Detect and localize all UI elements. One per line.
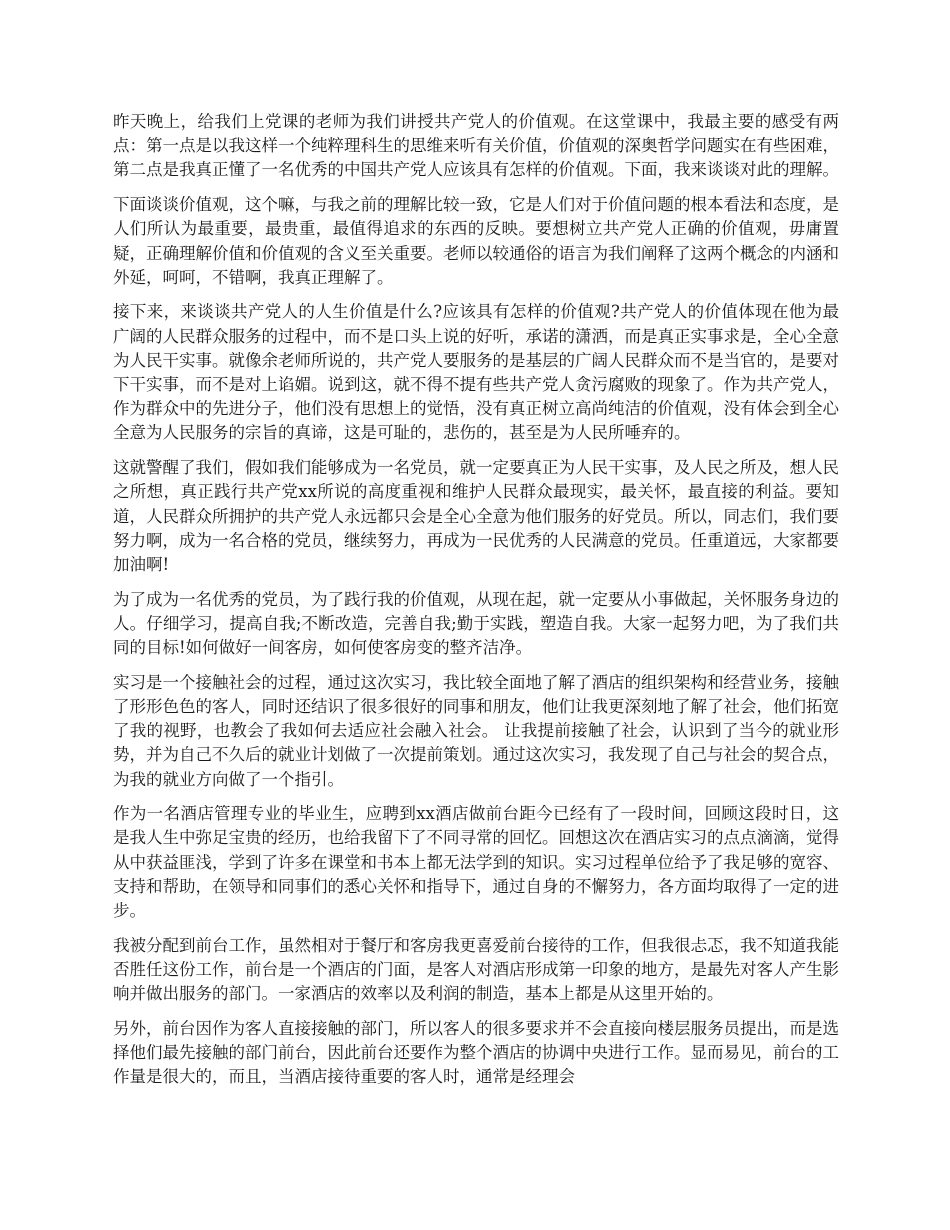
paragraph-3: 接下来，来谈谈共产党人的人生价值是什么?应该具有怎样的价值观?共产党人的价值体现在他为最广阔的人民群众服务的过程中，而不是口头上说的好听，承诺的潇洒，而是真正实事求是，全心全意为人民干实事。就像余老师所说的，共产党人要服务的是基层的广阔人民群众而不是当官的，是要对下干实事，而不是对上谄媚。说到这，就不得不提有些共产党人贪污腐败的现象了。作为共产党人，作为群众中的先进分子，他们没有思想上的觉悟，没有真正树立高尚纯洁的价值观，没有体会到全心全意为人民服务的宗旨的真谛，这是可耻的，悲伤的，甚至是为人民所唾弃的。 [113, 302, 839, 443]
paragraph-4: 这就警醒了我们，假如我们能够成为一名党员，就一定要真正为人民干实事，及人民之所及，想人民之所想，真正践行共产党xx所说的高度重视和维护人民群众最现实，最关怀，最直接的利益。要知道，人民群众所拥护的共产党人永远都只会是全心全意为他们服务的好党员。所以，同志们，我们要努力啊，成为一名合格的党员，继续努力，再成为一民优秀的人民满意的党员。任重道远，大家都要加油啊! [113, 458, 839, 574]
paragraph-7: 作为一名酒店管理专业的毕业生，应聘到xx酒店做前台距今已经有了一段时间，回顾这段时日，这是我人生中弥足宝贵的经历，也给我留下了不同寻常的回忆。回想这次在酒店实习的点点滴滴，觉得从中获益匪浅，学到了许多在课堂和书本上都无法学到的知识。实习过程单位给予了我足够的宽容、支持和帮助，在领导和同事们的悉心关怀和指导下，通过自身的不懈努力，各方面均取得了一定的进步。 [113, 804, 839, 921]
paragraph-1: 昨天晚上，给我们上党课的老师为我们讲授共产党人的价值观。在这堂课中，我最主要的感受有两点：第一点是以我这样一个纯粹理科生的思维来听有关价值，价值观的深奥哲学问题实在有些困难，第二点是我真正懂了一名优秀的中国共产党人应该具有怎样的价值观。下面，我来谈谈对此的理解。 [113, 112, 839, 180]
paragraph-5: 为了成为一名优秀的党员，为了践行我的价值观，从现在起，就一定要从小事做起，关怀服务身边的人。仔细学习，提高自我;不断改造，完善自我;勤于实践，塑造自我。大家一起努力吧，为了我们共同的目标!如何做好一间客房，如何使客房变的整齐洁净。 [113, 589, 839, 658]
paragraph-2: 下面谈谈价值观，这个嘛，与我之前的理解比较一致，它是人们对于价值问题的根本看法和态度，是人们所认为最重要，最贵重，最值得追求的东西的反映。要想树立共产党人正确的价值观，毋庸置疑，正确理解价值和价值观的含义至关重要。老师以较通俗的语言为我们阐释了这两个概念的内涵和外延，呵呵，不错啊，我真正理解了。 [113, 195, 839, 287]
document-body [113, 110, 839, 1100]
paragraph-8: 我被分配到前台工作，虽然相对于餐厅和客房我更喜爱前台接待的工作，但我很忐忑，我不知道我能否胜任这份工作，前台是一个酒店的门面，是客人对酒店形成第一印象的地方，是最先对客人产生影响并做出服务的部门。一家酒店的效率以及利润的制造，基本上都是从这里开始的。 [113, 935, 839, 1004]
paragraph-9: 另外，前台因作为客人直接接触的部门，所以客人的很多要求并不会直接向楼层服务员提出，而是选择他们最先接触的部门前台，因此前台还要作为整个酒店的协调中央进行工作。显而易见，前台的工作量是很大的，而且，当酒店接待重要的客人时，通常是经理会 [113, 1018, 839, 1087]
paragraph-6: 实习是一个接触社会的过程，通过这次实习，我比较全面地了解了酒店的组织架构和经营业务，接触了形形色色的客人，同时还结识了很多很好的同事和朋友，他们让我更深刻地了解了社会，他们拓宽了我的视野，也教会了我如何去适应社会融入社会。 让我提前接触了社会，认识到了当今的就业形势，并为自己不久后的就业计划做了一次提前策划。通过这次实习，我发现了自己与社会的契合点，为我的就业方向做了一个指引。 [113, 672, 839, 789]
